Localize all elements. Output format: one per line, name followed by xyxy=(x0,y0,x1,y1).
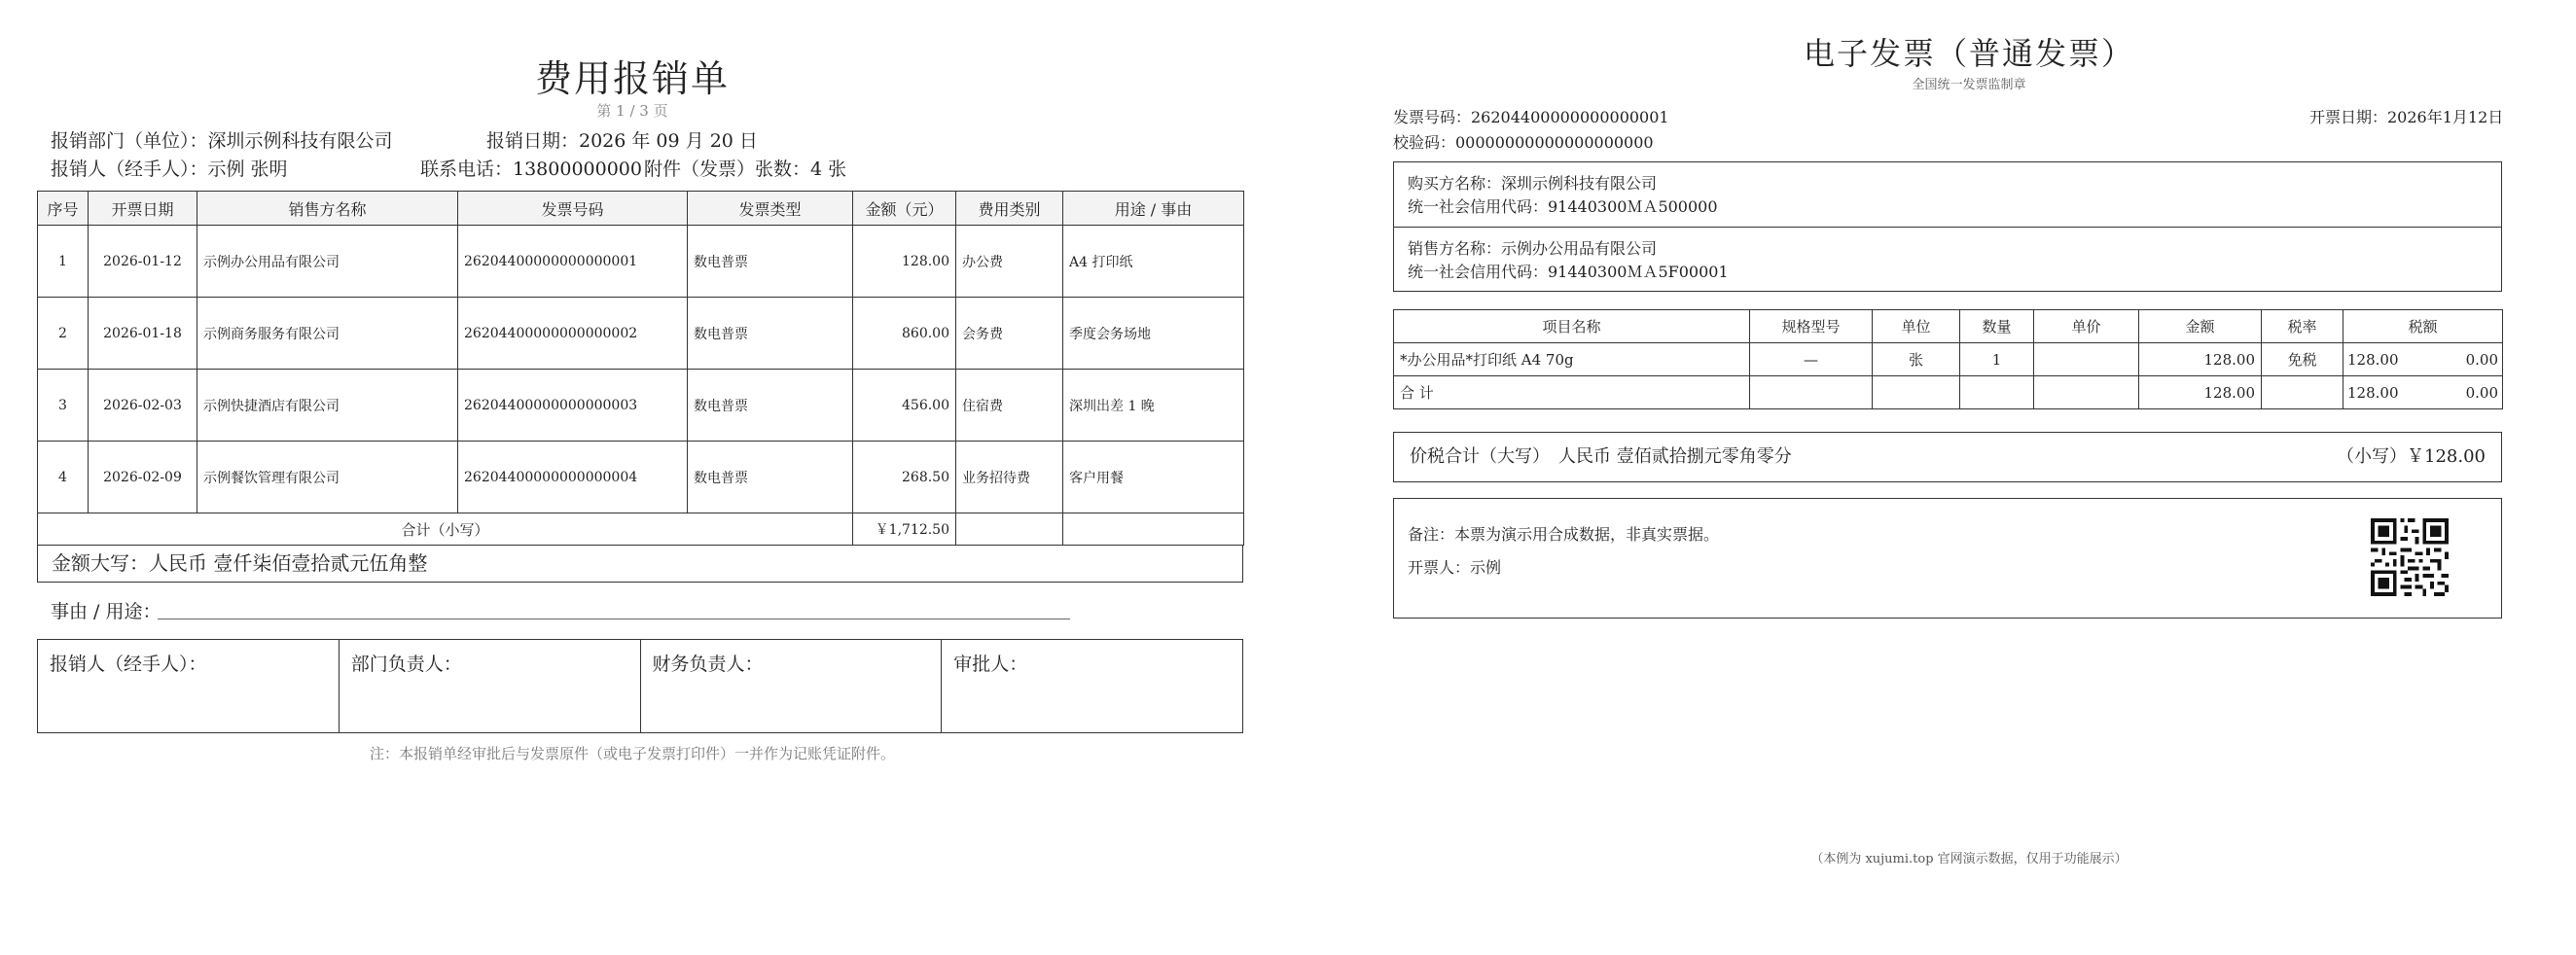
item-name: *办公用品*打印纸 A4 70g xyxy=(1394,343,1750,376)
table-row xyxy=(38,442,1244,513)
item-unit: 张 xyxy=(1873,343,1960,376)
invoice-number: 发票号码：26204400000000000001 xyxy=(1393,108,1669,126)
party-box xyxy=(1393,161,2502,292)
amount-in-words: 金额大写：人民币 壹仟柒佰壹拾贰元伍角整 xyxy=(37,546,1243,583)
table-header-row xyxy=(38,192,1244,226)
header-cell: 数量 xyxy=(1960,310,2034,343)
header-cell: 单价 xyxy=(2034,310,2139,343)
page-indicator: 第 1 / 3 页 xyxy=(596,102,668,120)
row-seller: 示例办公用品有限公司 xyxy=(197,226,458,298)
row-date: 2026-01-18 xyxy=(89,298,197,370)
item-tax-cell xyxy=(2343,343,2503,376)
row-invoice-type: 数电普票 xyxy=(688,226,853,298)
header-cell: 税率 xyxy=(2262,310,2343,343)
row-invoice-no: 26204400000000000003 xyxy=(458,370,688,442)
item-spec: — xyxy=(1750,343,1873,376)
table-row xyxy=(38,298,1244,370)
qr-code-icon xyxy=(2371,518,2449,596)
row-category: 办公费 xyxy=(956,226,1063,298)
empty-cell xyxy=(2262,376,2343,409)
header-cell: 开票日期 xyxy=(89,192,197,226)
item-tax: 0.00 xyxy=(2465,350,2498,369)
row-invoice-type: 数电普票 xyxy=(688,298,853,370)
row-invoice-no: 26204400000000000004 xyxy=(458,442,688,513)
total-amount: 128.00 xyxy=(2139,376,2262,409)
total-small: （小写）￥128.00 xyxy=(2337,446,2486,467)
header-cell: 费用类别 xyxy=(956,192,1063,226)
table-row xyxy=(1394,343,2503,376)
row-purpose: 深圳出差 1 晚 xyxy=(1063,370,1244,442)
row-purpose: 季度会务场地 xyxy=(1063,298,1244,370)
issue-date: 开票日期：2026年1月12日 xyxy=(2309,108,2504,126)
row-invoice-no: 26204400000000000002 xyxy=(458,298,688,370)
item-amount: 128.00 xyxy=(2139,343,2262,376)
empty-cell xyxy=(1873,376,1960,409)
seller-section xyxy=(1394,227,2501,291)
purpose-label: 事由 / 用途： xyxy=(51,601,161,622)
row-purpose: A4 打印纸 xyxy=(1063,226,1244,298)
seal-note: 全国统一发票监制章 xyxy=(1912,78,2026,92)
sum-empty-cell xyxy=(1063,513,1244,546)
phone-field: 联系电话：13800000000 xyxy=(420,159,642,180)
row-seller: 示例商务服务有限公司 xyxy=(197,298,458,370)
row-date: 2026-01-12 xyxy=(89,226,197,298)
row-purpose: 客户用餐 xyxy=(1063,442,1244,513)
row-index: 4 xyxy=(38,442,89,513)
total-with-tax-box xyxy=(1393,432,2502,482)
header-cell: 项目名称 xyxy=(1394,310,1750,343)
row-date: 2026-02-03 xyxy=(89,370,197,442)
header-cell: 规格型号 xyxy=(1750,310,1873,343)
seller-credit-code: 统一社会信用代码：91440300ＭＡ5F00001 xyxy=(1408,263,1729,281)
row-invoice-type: 数电普票 xyxy=(688,370,853,442)
issuer-text: 开票人：示例 xyxy=(1408,558,1502,577)
table-row xyxy=(38,370,1244,442)
dept-field: 报销部门（单位）：深圳示例科技有限公司 xyxy=(51,130,393,152)
sum-empty-cell xyxy=(956,513,1063,546)
header-cell: 单位 xyxy=(1873,310,1960,343)
buyer-credit-code: 统一社会信用代码：91440300ＭＡ500000 xyxy=(1408,197,1718,216)
table-row xyxy=(38,226,1244,298)
row-seller: 示例快捷酒店有限公司 xyxy=(197,370,458,442)
header-cell: 发票类型 xyxy=(688,192,853,226)
header-cell: 金额（元） xyxy=(853,192,956,226)
row-amount: 268.50 xyxy=(853,442,956,513)
invoice-title: 电子发票（普通发票） xyxy=(1803,35,2134,72)
item-price xyxy=(2034,343,2139,376)
header-cell: 销售方名称 xyxy=(197,192,458,226)
total-tax: 0.00 xyxy=(2465,383,2498,402)
row-invoice-no: 26204400000000000001 xyxy=(458,226,688,298)
total-row xyxy=(1394,376,2503,409)
total-label: 合 计 xyxy=(1394,376,1750,409)
check-code: 校验码：00000000000000000000 xyxy=(1393,133,1654,152)
items-header-row xyxy=(1394,310,2503,343)
signature-applicant: 报销人（经手人）： xyxy=(38,640,340,732)
row-category: 业务招待费 xyxy=(956,442,1063,513)
invoice-items-table xyxy=(1393,309,2503,409)
expense-form-title: 费用报销单 xyxy=(534,57,730,100)
item-tax-base: 128.00 xyxy=(2347,350,2399,369)
footer-note: （本例为 xujumi.top 官网演示数据，仅用于功能展示） xyxy=(1810,852,2128,867)
row-amount: 456.00 xyxy=(853,370,956,442)
header-cell: 发票号码 xyxy=(458,192,688,226)
header-cell: 金额 xyxy=(2139,310,2262,343)
item-qty: 1 xyxy=(1960,343,2034,376)
remark-box xyxy=(1393,498,2502,619)
header-cell: 序号 xyxy=(38,192,89,226)
signature-finance-head: 财务负责人： xyxy=(641,640,943,732)
attachments-field: 附件（发票）张数：4 张 xyxy=(644,159,847,180)
buyer-name: 购买方名称：深圳示例科技有限公司 xyxy=(1408,174,1658,193)
total-tax-base: 128.00 xyxy=(2347,383,2399,402)
row-invoice-type: 数电普票 xyxy=(688,442,853,513)
empty-cell xyxy=(2034,376,2139,409)
row-amount: 860.00 xyxy=(853,298,956,370)
sum-label: 合计（小写） xyxy=(38,513,853,546)
seller-name: 销售方名称：示例办公用品有限公司 xyxy=(1408,239,1658,258)
header-cell: 税额 xyxy=(2343,310,2503,343)
person-field: 报销人（经手人）：示例 张明 xyxy=(51,159,288,180)
row-category: 会务费 xyxy=(956,298,1063,370)
total-in-words: 价税合计（大写） 人民币 壹佰贰拾捌元零角零分 xyxy=(1410,446,1792,467)
expense-note: 注：本报销单经审批后与发票原件（或电子发票打印件）一并作为记账凭证附件。 xyxy=(369,745,895,762)
header-cell: 用途 / 事由 xyxy=(1063,192,1244,226)
empty-cell xyxy=(1960,376,2034,409)
buyer-section xyxy=(1394,162,2501,227)
row-amount: 128.00 xyxy=(853,226,956,298)
date-field: 报销日期：2026 年 09 月 20 日 xyxy=(486,130,758,152)
sum-row xyxy=(38,513,1244,546)
remark-text: 备注：本票为演示用合成数据，非真实票据。 xyxy=(1408,525,1720,544)
row-index: 3 xyxy=(38,370,89,442)
item-tax-rate: 免税 xyxy=(2262,343,2343,376)
signature-dept-head: 部门负责人： xyxy=(340,640,641,732)
signature-approver: 审批人： xyxy=(953,654,1028,675)
row-index: 1 xyxy=(38,226,89,298)
sum-value: ￥1,712.50 xyxy=(853,513,956,546)
row-seller: 示例餐饮管理有限公司 xyxy=(197,442,458,513)
signature-box xyxy=(37,639,1243,733)
row-index: 2 xyxy=(38,298,89,370)
row-category: 住宿费 xyxy=(956,370,1063,442)
expense-table xyxy=(37,191,1244,546)
row-date: 2026-02-09 xyxy=(89,442,197,513)
total-tax-cell xyxy=(2343,376,2503,409)
empty-cell xyxy=(1750,376,1873,409)
